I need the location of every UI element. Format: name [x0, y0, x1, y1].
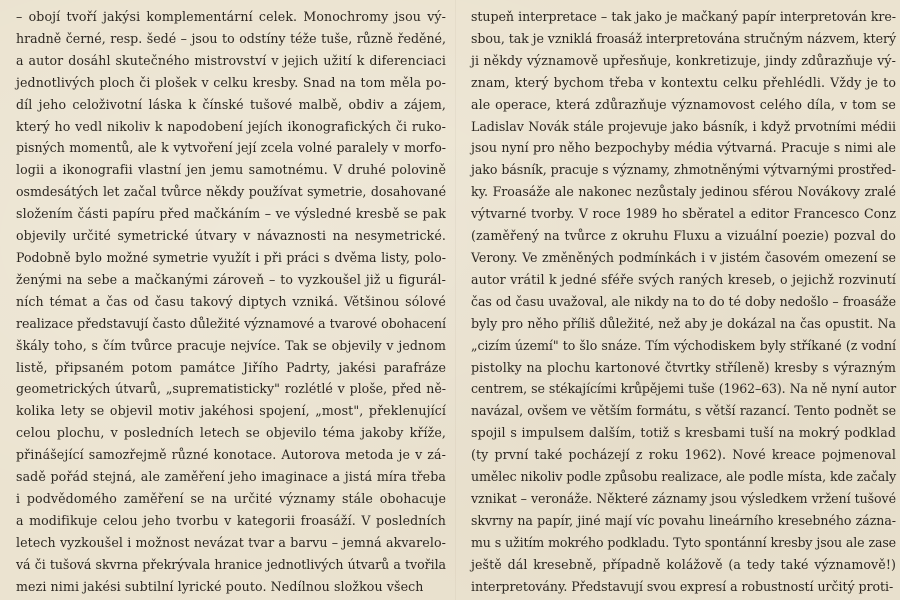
text-line: pisných momentů, ale k vytvoření její zcela volné paralely v morfo- [16, 140, 446, 156]
text-line: škály toho, s čím tvůrce pracuje nejvíce. Tak se objevily v jednom [16, 337, 446, 353]
text-line: listě, připsaném potom památce Jiřího Padrty, jakési parafráze [16, 359, 446, 375]
text-line: složením části papíru před mačkáním – ve výsledné kresbě se pak [16, 206, 446, 222]
text-line: Podobně bylo možné symetrie využít i při práci s dvěma listy, polo- [16, 249, 446, 265]
text-line: umělec nikoliv podle způsobu realizace, ale podle místa, kde začaly [471, 469, 897, 485]
text-line: (ty první také pocházejí z roku 1962). Nové kreace pojmenoval [471, 447, 896, 463]
text-line: a modifikuje celou jeho tvorbu v kategorii froasáží. V posledních [16, 512, 446, 528]
text-line: logii a ikonografii vlastní jen jemu samotnému. V druhé polovině [16, 162, 446, 178]
text-line: znam, který bychom třeba v kontextu celku přehlédli. Vždy je to [471, 74, 896, 90]
text-line: vznikat – veronáže. Některé záznamy jsou výsledkem vržení tušové [471, 490, 896, 506]
text-line: navázal, ovšem ve větším formátu, s větší razancí. Tento podnět se [471, 403, 896, 419]
text-line: ženými na sebe a mačkanými zároveň – to vyzkoušel již u figurál- [16, 271, 446, 287]
text-line: – obojí tvoří jakýsi komplementární celek. Monochromy jsou vý- [16, 9, 446, 24]
text-line: osmdesátých let začal tvůrce někdy používat symetrie, dosahované [16, 184, 446, 200]
text-line: hradně černé, resp. šedé – jsou to odstíny téže tuše, různě ředěné, [16, 30, 446, 46]
text-line: a autor dosáhl skutečného mistrovství v jejich užití k diferenciaci [16, 52, 446, 68]
text-line: mu s užitím mokrého podkladu. Tyto spontánní kresby jsou ale zase [471, 534, 896, 550]
text-line: jednotlivých ploch či plošek v celku kresby. Snad na tom měla po- [16, 74, 446, 90]
text-line: sbou, tak je vzniklá froasáž interpretována stručným názvem, který [471, 30, 896, 46]
text-line: Ladislav Novák stále projevuje jako básník, i když prvotními médii [471, 118, 896, 134]
text-line: realizace představují často důležité významové a tvarové obohacení [16, 315, 446, 331]
text-line: (zaměřený na tvůrce z okruhu Fluxu a vizuální poezie) pozval do [471, 228, 896, 244]
text-line: interpretovány. Představují svou expresí a robustností určitý proti- [471, 578, 894, 594]
text-line: ještě dál kresebně, případně kolážově (a tedy také významově!) [471, 556, 896, 572]
text-line: autor vrátil k jedné sféře svých raných kreseb, o jejichž rozvinutí [471, 271, 896, 287]
text-line: letech vyzkoušel i možnost nevázat tvar a barvu – jemná akvarelo- [16, 534, 446, 550]
text-line: vá či tušová skvrna překrývala hranice jednotlivých útvarů a tvořila [16, 556, 446, 572]
text-line: ních témat a čas od času takový diptych vzniká. Většinou sólové [16, 293, 446, 309]
text-line: jako básník, pracuje s významy, zhmotněnými výtvarnými prostřed- [471, 162, 896, 178]
right-text-column [471, 6, 896, 597]
text-line: skvrny na papír, jiné mají víc povahu lineárního kresebného zázna- [471, 512, 896, 528]
text-line: celou plochu, v posledních letech se objevilo téma jakoby kříže, [16, 425, 446, 441]
text-line: přinášející samozřejmě různé konotace. Autorova metoda je v zá- [16, 447, 446, 463]
text-line: geometrických útvarů, „suprematisticky" rozlétlé v ploše, před ně- [16, 381, 446, 397]
text-line: byly pro něho příliš důležité, než aby je dokázal na čas opustit. Na [471, 315, 896, 331]
text-line: pistolky na plochu kartonové čtvrtky stříleně) kresby s výrazným [471, 359, 896, 375]
text-line: jsou nyní pro něho bezpochyby média výtvarná. Pracuje s nimi ale [471, 140, 896, 156]
text-line: výtvarné tvorby. V roce 1989 ho sběratel a editor Francesco Conz [471, 206, 896, 222]
text-line: ale operace, která zdůrazňuje významovost celého díla, v tom se [471, 96, 896, 112]
text-line: centrem, se stékajícími krůpějemi tuše (1962–63). Na ně nyní autor [471, 381, 896, 397]
text-line: ji někdy významově upřesňuje, konkretizuje, jindy zdůrazňuje vý- [471, 52, 896, 68]
text-line: čas od času uvažoval, ale nikdy na to do té doby nedošlo – froasáže [471, 293, 896, 309]
text-line: kolika lety se objevil motiv jakéhosi spojení, „most", překlenující [16, 403, 446, 419]
text-line: i podvědomého zaměření se na určité významy stále obohacuje [16, 490, 446, 506]
text-line: Verony. Ve změněných podmínkách i v jistém časovém omezení se [471, 249, 896, 265]
text-line: díl jeho celoživotní láska k čínské tušové malbě, obdiv a zájem, [16, 96, 446, 112]
column-gutter [455, 0, 456, 600]
text-line: sadě pořád stejná, ale zaměření jeho imaginace a jistá míra třeba [16, 469, 446, 485]
text-line: objevily určité symetrické útvary v návaznosti na nesymetrické. [16, 228, 446, 244]
left-text-column [16, 6, 446, 597]
text-line: ky. Froasáže ale nakonec nezůstaly jedinou sférou Novákovy zralé [471, 184, 896, 200]
text-line: který ho vedl nikoliv k napodobení jejích ikonografických či ruko- [16, 118, 446, 134]
text-line: „cizím území" to šlo snáze. Tím východiskem byly stříkané (z vodní [471, 337, 896, 353]
text-line: spojil s impulsem dalším, totiž s kresbami tuší na mokrý podklad [471, 425, 896, 441]
text-line: stupeň interpretace – tak jako je mačkaný papír interpretován kre- [471, 9, 896, 24]
text-line: mezi nimi jakési subtilní lyrické pouto. Nedílnou složkou všech [16, 578, 424, 594]
